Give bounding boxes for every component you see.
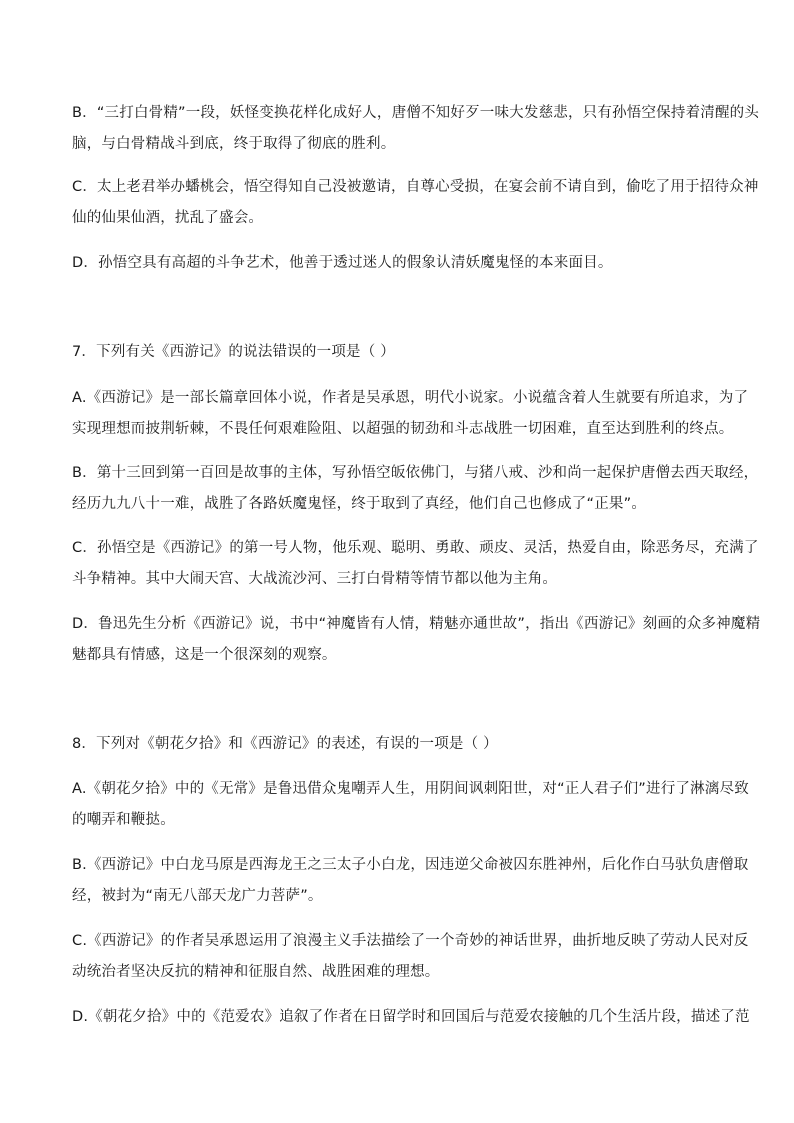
text-line: D．孙悟空具有高超的斗争艺术，他善于透过迷人的假象认清妖魔鬼怪的本来面目。 — [72, 255, 613, 271]
question-stem: 7．下列有关《西游记》的说法错误的一项是（ ） — [72, 344, 395, 360]
q7-option-a — [72, 383, 749, 445]
text-line: 实现理想而披荆斩棘，不畏任何艰难险阻、以超强的韧劲和斗志战胜一切困难，直至达到胜利的终点。 — [72, 421, 734, 437]
text-line: 脑，与白骨精战斗到底，终于取得了彻底的胜利。 — [72, 136, 396, 152]
question-stem: 8．下列对《朝花夕拾》和《西游记》的表述，有误的一项是（ ） — [72, 736, 498, 752]
text-line: 经历九九八十一难，战胜了各路妖魔鬼怪，终于取到了真经，他们自己也修成了“正果”。 — [72, 496, 647, 512]
text-line: B．“三打白骨精”一段，妖怪变换花样化成好人，唐僧不知好歹一味大发慈悲，只有孙悟空保持着清醒的头 — [72, 105, 760, 121]
text-line: D.《朝花夕拾》中的《范爱农》追叙了作者在日留学时和回国后与范爱农接触的几个生活片段，描述了范 — [72, 1009, 750, 1025]
q6-option-c — [72, 172, 759, 234]
text-line: B．第十三回到第一百回是故事的主体，写孙悟空皈依佛门，与猪八戒、沙和尚一起保护唐僧去西天取经， — [72, 465, 759, 481]
q8-option-d — [72, 1002, 750, 1033]
text-line: 经，被封为“南无八部天龙广力菩萨”。 — [72, 888, 323, 904]
q8-option-a — [72, 774, 749, 836]
text-line: 的嘲弄和鞭挞。 — [72, 812, 175, 828]
text-line: B.《西游记》中白龙马原是西海龙王之三太子小白龙，因违逆父命被囚东胜神州，后化作白马驮负唐僧取 — [72, 857, 749, 873]
q7-option-d — [72, 609, 761, 671]
q6-option-b — [72, 98, 760, 160]
text-line: C.《西游记》的作者吴承恩运用了浪漫主义手法描绘了一个奇妙的神话世界，曲折地反映了劳动人民对反 — [72, 933, 749, 949]
text-line: 仙的仙果仙酒，扰乱了盛会。 — [72, 210, 264, 226]
text-line: A.《朝花夕拾》中的《无常》是鲁迅借众鬼嘲弄人生，用阴间讽刺阳世，对“正人君子们”进行了淋漓尽致 — [72, 781, 749, 797]
text-line: C．孙悟空是《西游记》的第一号人物，他乐观、聪明、勇敢、顽皮、灵活，热爱自由，除恶务尽，充满了 — [72, 540, 759, 556]
text-line: 魅都具有情感，这是一个很深刻的观察。 — [72, 647, 337, 663]
q8-option-b — [72, 850, 749, 912]
q7-option-c — [72, 533, 759, 595]
q8-option-c — [72, 926, 749, 988]
text-line: A.《西游记》是一部长篇章回体小说，作者是吴承恩，明代小说家。小说蕴含着人生就要有所追求，为了 — [72, 390, 749, 406]
q7-option-b — [72, 458, 759, 520]
text-line: D．鲁迅先生分析《西游记》说，书中“神魔皆有人情，精魅亦通世故”，指出《西游记》刻画的众多神魔精 — [72, 616, 761, 632]
text-line: C．太上老君举办蟠桃会，悟空得知自己没被邀请，自尊心受损，在宴会前不请自到，偷吃了用于招待众神 — [72, 179, 759, 195]
q6-option-d — [72, 248, 724, 279]
text-line: 斗争精神。其中大闹天宫、大战流沙河、三打白骨精等情节都以他为主角。 — [72, 571, 558, 587]
q8-stem — [72, 729, 724, 760]
text-line: 动统治者坚决反抗的精神和征服自然、战胜困难的理想。 — [72, 964, 440, 980]
q7-stem — [72, 337, 724, 368]
